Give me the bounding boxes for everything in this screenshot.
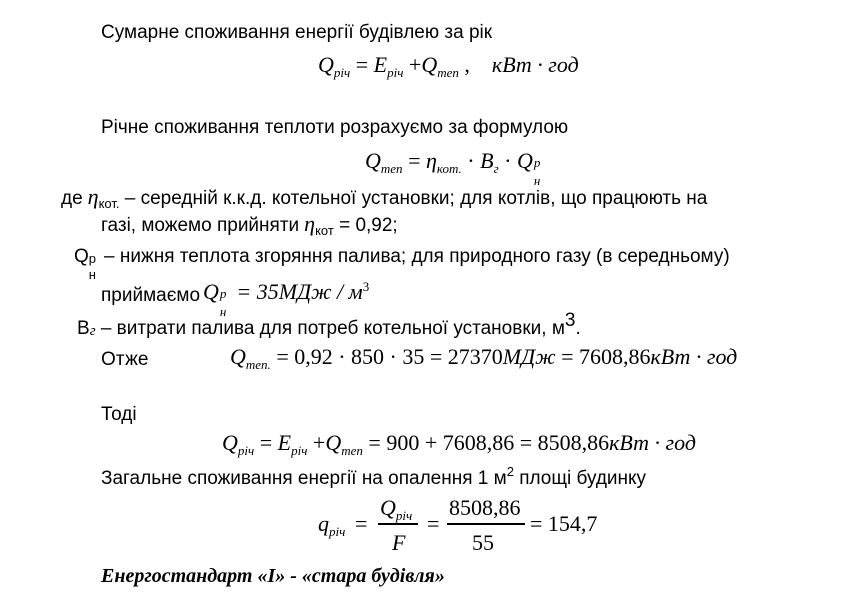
equals-1: = xyxy=(355,511,368,536)
q-subscript: річ xyxy=(329,524,346,539)
formula-annual-energy: $Q_{річ} = E_{річ} +Q_{теп}$ , кВт · год xyxy=(318,52,579,80)
fraction-1-numerator: $Q_{річ}$ xyxy=(380,495,413,523)
fraction-2-numerator: 8508,86 xyxy=(449,495,521,520)
formula-gas-heat: Q р н = $35МДж / м^3$ xyxy=(203,279,370,319)
text-line-efficiency: де $\eta_{кот.}$ – середній к.к.д. котельної установки; для котлів, що працюють на xyxy=(61,184,708,211)
text-line-accept: приймаємо xyxy=(101,285,201,306)
text-line-therefore: Отже xyxy=(101,349,149,370)
text-line-fuel-consumption: Вг – витрати палива для потреб котельної установки, $м^3$. xyxy=(77,310,581,339)
fraction-2-bar xyxy=(447,523,525,525)
formula-heat: $Q_{теп} = \eta_{кот.} \cdot B_г \cdot Q$ р н xyxy=(365,148,541,188)
text-line-energy-sum: Сумарне споживання енергії будівлею за рік xyxy=(101,22,493,43)
result-value: = 154,7 xyxy=(530,511,598,536)
formula-heat-calc: $Q_{теп.} = 0,92 \cdot 850 \cdot 35 = 27370МДж = 7608,86кВт$ · год xyxy=(230,344,738,372)
fraction-2-denominator: 55 xyxy=(472,530,494,555)
q-symbol: q xyxy=(318,511,329,536)
fraction-1-bar xyxy=(378,523,418,525)
equals-2: = xyxy=(427,511,440,536)
text-line-assume-efficiency: газі, можемо прийняти $\eta_{кот} = 0,92$; xyxy=(101,211,398,238)
formula-annual-calc: $Q_{річ} = E_{річ} +Q_{теп} = 900 + 7608,86 = 8508,86кВт$ · год xyxy=(222,430,696,458)
fraction-1-denominator: F xyxy=(392,530,406,555)
text-line-then: Тоді xyxy=(101,404,137,425)
section-heading: Енергостандарт «І» - «стара будівля» xyxy=(101,565,445,587)
text-line-lower-heat: Q р н – нижня теплота згоряння палива; для природного газу (в середньому) xyxy=(74,246,730,282)
text-line-total-per-m2: Загальне споживання енергії на опалення 1 $м^2$ площі будинку xyxy=(101,464,647,489)
text-line-heat-consumption: Річне споживання теплоти розрахуємо за формулою xyxy=(101,117,569,138)
